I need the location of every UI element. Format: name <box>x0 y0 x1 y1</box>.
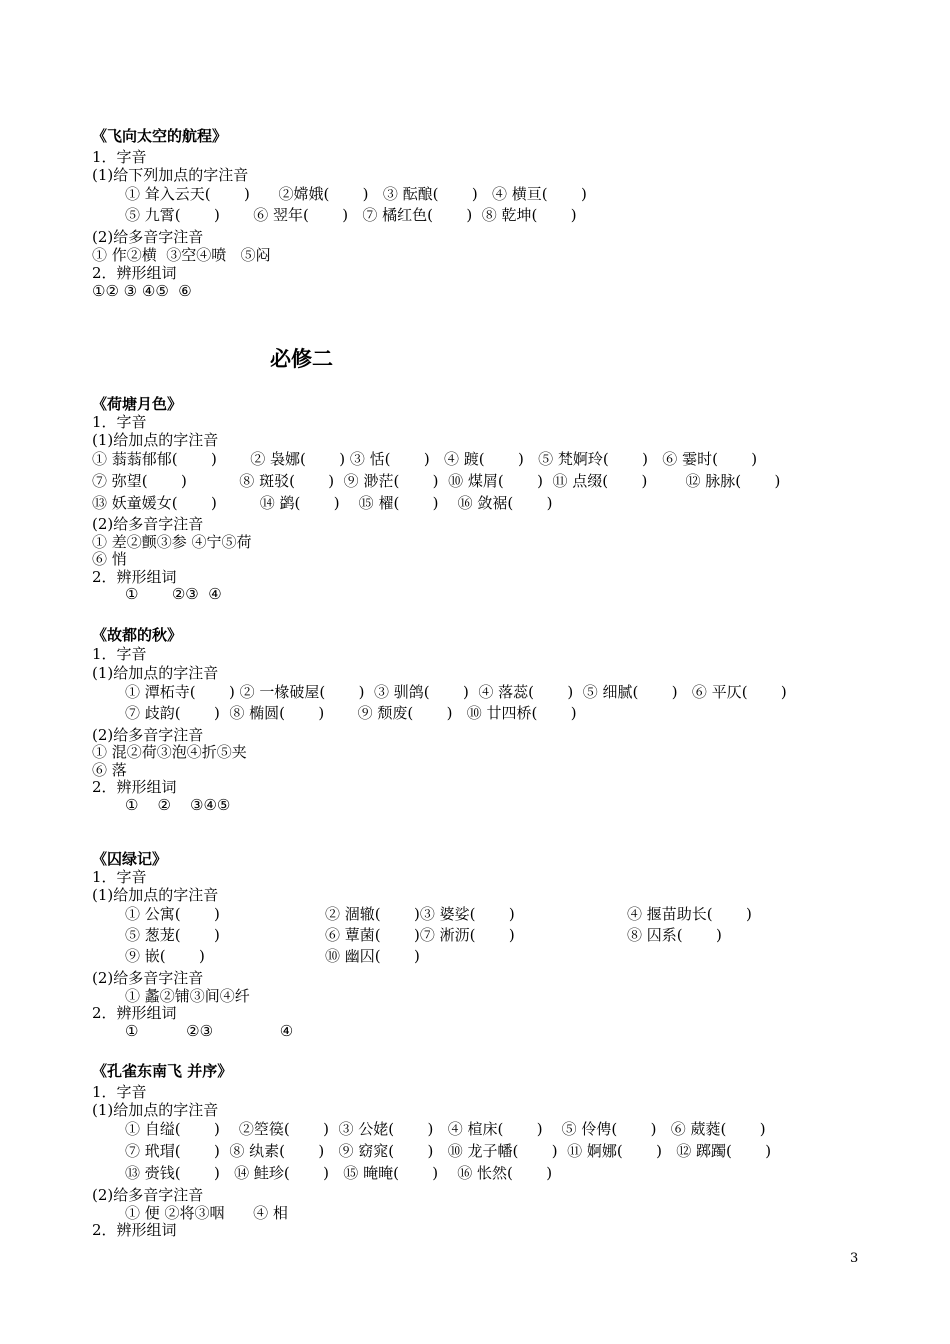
text-line: ① ②③ ④ <box>125 585 222 603</box>
text-line: 2．辨形组词 <box>92 568 177 586</box>
text-line: (2)给多音字注音 <box>92 1186 204 1204</box>
text-line: ① 潭柘寺( ) ② 一椽破屋( ) ③ 驯鸽( ) ④ 落蕊( ) ⑤ 细腻( ) ⑥ 平仄( ) <box>125 683 787 701</box>
page-number: 3 <box>850 1251 859 1266</box>
section-title-hetang: 《荷塘月色》 <box>92 395 183 413</box>
grid-cell: ⑨ 嵌( ) <box>125 947 205 965</box>
text-line: ① 自缢( ) ②箜篌( ) ③ 公姥( ) ④ 楦床( ) ⑤ 伶俜( ) ⑥ 葳蕤( ) <box>125 1120 766 1138</box>
text-line: ① ② ③④⑤ <box>125 796 231 814</box>
grid-cell: ⑥ 蕈菌( )⑦ 淅沥( ) <box>325 926 515 944</box>
text-line: 1．字音 <box>92 1083 147 1101</box>
text-line: ⑥ 落 <box>92 761 127 779</box>
section-title-gudu: 《故都的秋》 <box>92 626 183 644</box>
text-line: ⑬ 妖童媛女( ) ⑭ 鹢( ) ⑮ 櫂( ) ⑯ 敛裾( ) <box>92 494 553 512</box>
text-line: ① 作②横 ③空④喷 ⑤闷 <box>92 246 271 264</box>
text-line: ① ②③ ④ <box>125 1022 294 1040</box>
text-line: (1)给加点的字注音 <box>92 1101 219 1119</box>
text-line: (2)给多音字注音 <box>92 726 204 744</box>
text-line: 2．辨形组词 <box>92 778 177 796</box>
text-line: ⑤ 九霄( ) ⑥ 翌年( ) ⑦ 橘红色( ) ⑧ 乾坤( ) <box>125 206 577 224</box>
grid-cell: ① 公寓( ) <box>125 905 220 923</box>
text-line: ⑦ 玳瑁( ) ⑧ 纨素( ) ⑨ 窈窕( ) ⑩ 龙子幡( ) ⑪ 婀娜( ) ⑫ 踯躅( ) <box>125 1142 772 1160</box>
text-line: (1)给下列加点的字注音 <box>92 166 249 184</box>
text-line: (1)给加点的字注音 <box>92 664 219 682</box>
text-line: ①② ③ ④⑤ ⑥ <box>92 282 192 300</box>
text-line: (2)给多音字注音 <box>92 228 204 246</box>
chapter-heading: 必修二 <box>270 346 333 371</box>
text-line: 2．辨形组词 <box>92 264 177 282</box>
text-line: (1)给加点的字注音 <box>92 431 219 449</box>
text-line: ① 蓊蓊郁郁( ) ② 袅娜( ) ③ 恬( ) ④ 踱( ) ⑤ 梵婀玲( ) ⑥ 霎时( ) <box>92 450 758 468</box>
text-line: ⑬ 赍钱( ) ⑭ 鲑珍( ) ⑮ 晻晻( ) ⑯ 怅然( ) <box>125 1164 553 1182</box>
text-line: ① 耸入云天( ) ②嫦娥( ) ③ 酝酿( ) ④ 横亘( ) <box>125 185 587 203</box>
text-line: (1)给加点的字注音 <box>92 886 219 904</box>
grid-cell: ⑧ 囚系( ) <box>627 926 722 944</box>
text-line: (2)给多音字注音 <box>92 969 204 987</box>
section-title-qiulu: 《囚绿记》 <box>92 850 168 868</box>
text-line: 1．字音 <box>92 868 147 886</box>
text-line: ⑦ 歧韵( ) ⑧ 椭圆( ) ⑨ 颓废( ) ⑩ 廿四桥( ) <box>125 704 577 722</box>
grid-cell: ⑤ 葱茏( ) <box>125 926 220 944</box>
text-line: ① 蠡②铺③间④纤 <box>125 987 250 1005</box>
text-line: ① 差②颤③参 ④宁⑤荷 <box>92 533 252 551</box>
text-line: 2．辨形组词 <box>92 1004 177 1022</box>
text-line: 1．字音 <box>92 148 147 166</box>
text-line: 1．字音 <box>92 413 147 431</box>
grid-cell: ④ 揠苗助长( ) <box>627 905 752 923</box>
text-line: 2．辨形组词 <box>92 1221 177 1239</box>
grid-cell: ⑩ 幽囚( ) <box>325 947 420 965</box>
section-title-feixiang: 《飞向太空的航程》 <box>92 127 228 145</box>
grid-cell: ② 涸辙( )③ 婆娑( ) <box>325 905 515 923</box>
text-line: (2)给多音字注音 <box>92 515 204 533</box>
text-line: ⑥ 悄 <box>92 550 127 568</box>
text-line: ① 混②荷③泡④折⑤夹 <box>92 743 247 761</box>
text-line: ① 便 ②将③咽 ④ 相 <box>125 1204 288 1222</box>
section-title-kongque: 《孔雀东南飞 并序》 <box>92 1062 233 1080</box>
text-line: 1．字音 <box>92 645 147 663</box>
text-line: ⑦ 弥望( ) ⑧ 斑驳( ) ⑨ 渺茫( ) ⑩ 煤屑( ) ⑪ 点缀( ) ⑫ 脉脉( ) <box>92 472 781 490</box>
